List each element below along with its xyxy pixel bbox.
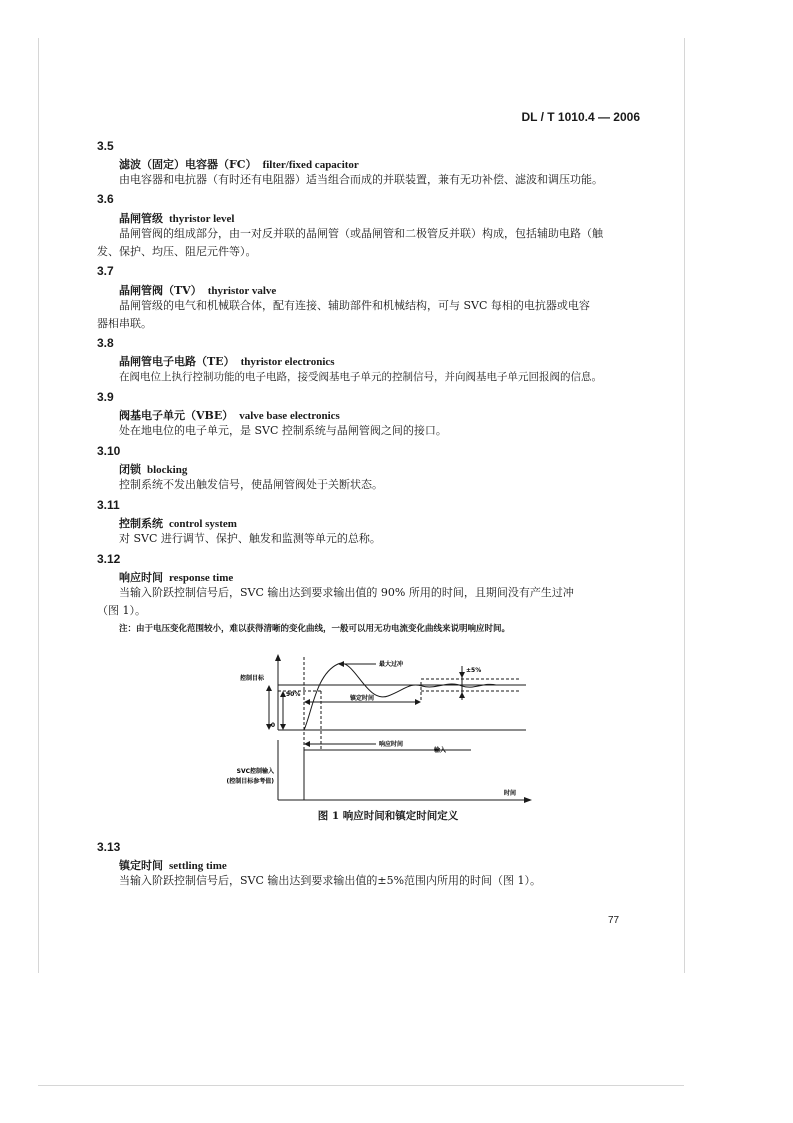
figure-caption: 图 1 响应时间和镇定时间定义 bbox=[317, 810, 459, 822]
arrow bbox=[280, 724, 286, 730]
label-svc-input: SVC控制输入 bbox=[236, 768, 274, 775]
entry-number: 3.13 bbox=[97, 840, 121, 854]
term-cn: 闭锁 bbox=[119, 463, 141, 476]
arrow bbox=[524, 797, 532, 803]
arrow bbox=[304, 741, 310, 747]
arrow bbox=[304, 699, 310, 705]
entry-definition bbox=[119, 422, 639, 440]
entry-definition bbox=[97, 584, 639, 620]
response-time-figure bbox=[226, 652, 546, 808]
definition-line: 器相串联。 bbox=[97, 317, 152, 330]
definition-line: 由电容器和电抗器（有时还有电阻器）适当组合而成的并联装置，兼有无功补偿、滤波和调压功能。 bbox=[119, 173, 603, 186]
input-step bbox=[278, 750, 471, 800]
definition-line: 对 SVC 进行调节、保护、触发和监测等单元的总称。 bbox=[119, 532, 381, 545]
entry-term bbox=[119, 210, 234, 226]
term-cn: 晶闸管电子电路（TE） bbox=[119, 355, 235, 368]
term-cn: 滤波（固定）电容器（FC） bbox=[119, 158, 257, 171]
entry-number: 3.11 bbox=[97, 498, 120, 512]
entry-number: 3.9 bbox=[97, 390, 114, 404]
entry-term bbox=[119, 857, 227, 873]
term-en: thyristor level bbox=[169, 213, 235, 225]
entry-definition bbox=[119, 368, 639, 386]
term-en: filter/fixed capacitor bbox=[262, 159, 359, 171]
definition-line: 当输入阶跃控制信号后，SVC 输出达到要求输出值的 90% 所用的时间，且期间没有产生过冲 bbox=[119, 586, 574, 599]
entry-term bbox=[119, 353, 335, 369]
definition-line: 处在地电位的电子单元，是 SVC 控制系统与晶闸管阀之间的接口。 bbox=[119, 424, 447, 437]
entry-number: 3.8 bbox=[97, 336, 114, 350]
entry-term bbox=[119, 569, 233, 585]
entry-term bbox=[119, 156, 359, 172]
arrow bbox=[459, 672, 465, 678]
entry-definition bbox=[119, 476, 639, 494]
definition-line: 在阀电位上执行控制功能的电子电路，接受阀基电子单元的控制信号，并向阀基电子单元回报阀的信息。 bbox=[119, 371, 602, 383]
term-en: thyristor electronics bbox=[240, 356, 335, 368]
entry-number: 3.7 bbox=[97, 264, 114, 278]
entry-definition bbox=[119, 872, 639, 890]
entry-term bbox=[119, 407, 340, 423]
entry-definition bbox=[119, 530, 639, 548]
term-en: settling time bbox=[169, 860, 227, 872]
term-cn: 控制系统 bbox=[119, 517, 163, 530]
page-left-edge bbox=[38, 38, 39, 973]
entry-definition bbox=[119, 171, 639, 189]
arrow bbox=[338, 661, 344, 667]
definition-line: 晶闸管阀的组成部分，由一对反并联的晶闸管（或晶闸管和二极管反并联）构成，包括辅助电路（触 bbox=[119, 227, 603, 240]
entry-term bbox=[119, 282, 276, 298]
term-en: control system bbox=[169, 518, 237, 530]
entry-definition bbox=[97, 225, 639, 261]
term-cn: 阀基电子单元（VBE） bbox=[119, 409, 234, 422]
arrow bbox=[415, 699, 421, 705]
label-control-target: 控制目标 bbox=[239, 675, 264, 682]
term-cn: 晶闸管阀（TV） bbox=[119, 284, 202, 297]
term-cn: 响应时间 bbox=[119, 571, 163, 584]
entry-term bbox=[119, 515, 237, 531]
term-en: blocking bbox=[147, 464, 188, 476]
label-response-time: 响应时间 bbox=[379, 741, 404, 748]
label-input: 输入 bbox=[434, 747, 447, 754]
entry-definition bbox=[97, 297, 639, 333]
definition-line: （图 1）。 bbox=[97, 604, 146, 617]
label-ninety-percent: 90% bbox=[286, 691, 301, 698]
arrow bbox=[275, 654, 281, 661]
term-en: valve base electronics bbox=[239, 410, 340, 422]
label-max-overshoot: 最大过冲 bbox=[379, 661, 404, 668]
label-zero: 0 bbox=[270, 722, 275, 729]
standard-code: DL / T 1010.4 — 2006 bbox=[521, 110, 640, 124]
entry-term bbox=[119, 461, 187, 477]
label-time: 时间 bbox=[504, 790, 517, 797]
arrow bbox=[266, 685, 272, 691]
term-en: response time bbox=[169, 572, 234, 584]
entry-number: 3.5 bbox=[97, 139, 114, 153]
definition-line: 控制系统不发出触发信号，使晶闸管阀处于关断状态。 bbox=[119, 478, 383, 491]
entry-number: 3.6 bbox=[97, 192, 114, 206]
term-cn: 镇定时间 bbox=[119, 859, 163, 872]
label-settling-time: 镇定时间 bbox=[350, 695, 375, 702]
page-bottom-edge bbox=[38, 1085, 684, 1086]
arrow bbox=[459, 692, 465, 698]
definition-line: 当输入阶跃控制信号后，SVC 输出达到要求输出值的±5%范围内所用的时间（图 1）。 bbox=[119, 874, 542, 887]
label-svc-input-sub: (控制目标参考值) bbox=[226, 778, 274, 785]
page-right-edge bbox=[684, 38, 685, 973]
label-tolerance: ±5% bbox=[466, 667, 482, 674]
entry-number: 3.10 bbox=[97, 444, 121, 458]
term-cn: 晶闸管级 bbox=[119, 212, 163, 225]
page-number: 77 bbox=[608, 915, 620, 926]
entry-number: 3.12 bbox=[97, 552, 121, 566]
figure-note: 注：由于电压变化范围较小，难以获得清晰的变化曲线，一般可以用无功电流变化曲线来说明响应时间。 bbox=[119, 624, 511, 634]
term-en: thyristor valve bbox=[207, 285, 277, 297]
definition-line: 发、保护、均压、阻尼元件等）。 bbox=[97, 245, 257, 258]
definition-line: 晶闸管级的电气和机械联合体，配有连接、辅助部件和机械结构，可与 SVC 每相的电抗器或电容 bbox=[119, 299, 590, 312]
